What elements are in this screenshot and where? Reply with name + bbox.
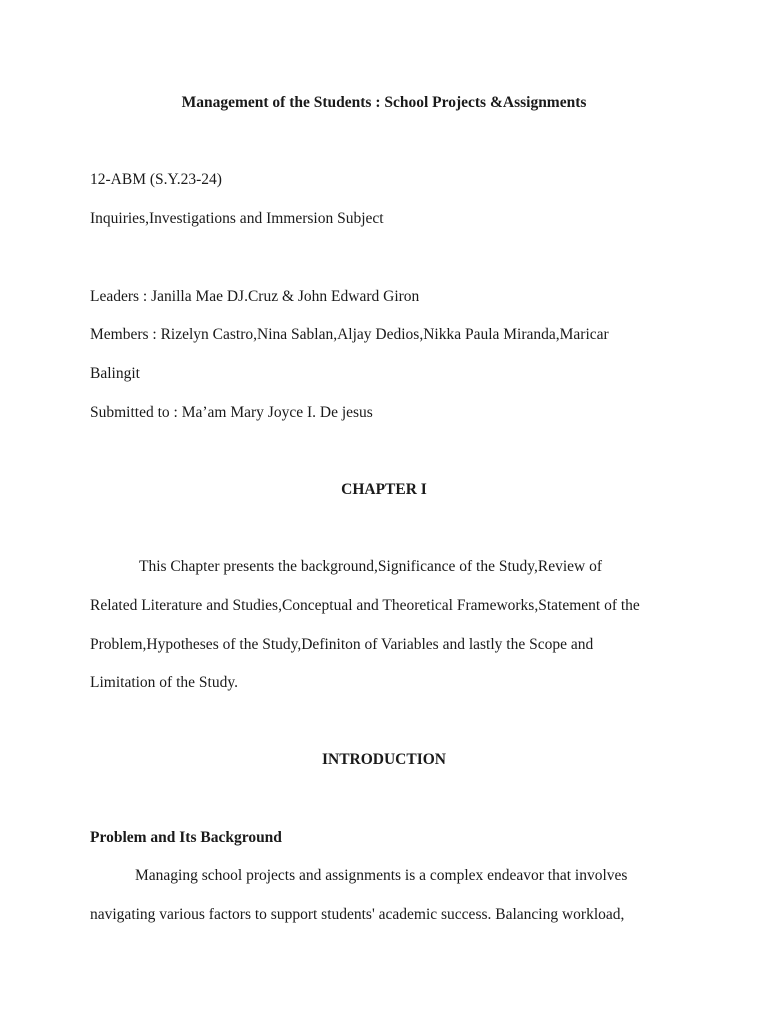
class-section: 12-ABM (S.Y.23-24) <box>90 171 222 188</box>
submitted-to-line: Submitted to : Ma’am Mary Joyce I. De jesus <box>90 404 373 421</box>
document-title: Management of the Students : School Projects &Assignments <box>181 94 587 111</box>
chapter-intro-line: Limitation of the Study. <box>90 674 238 691</box>
members-line-1: Members : Rizelyn Castro,Nina Sablan,Aljay Dedios,Nikka Paula Miranda,Maricar <box>90 326 609 343</box>
section-body-line: Managing school projects and assignments is a complex endeavor that involves <box>135 867 628 884</box>
section-body-line: navigating various factors to support students' academic success. Balancing workload, <box>90 906 625 923</box>
chapter-heading: CHAPTER I <box>341 481 427 498</box>
introduction-heading: INTRODUCTION <box>321 751 446 768</box>
leaders-line: Leaders : Janilla Mae DJ.Cruz & John Edward Giron <box>90 288 420 305</box>
members-line-2: Balingit <box>90 365 140 382</box>
section-heading: Problem and Its Background <box>90 829 282 846</box>
chapter-intro-line: This Chapter presents the background,Significance of the Study,Review of <box>139 558 603 575</box>
chapter-intro-line: Problem,Hypotheses of the Study,Definiton of Variables and lastly the Scope and <box>90 636 594 653</box>
subject-line: Inquiries,Investigations and Immersion Subject <box>90 210 384 227</box>
chapter-intro-line: Related Literature and Studies,Conceptual and Theoretical Frameworks,Statement of the <box>90 597 640 614</box>
